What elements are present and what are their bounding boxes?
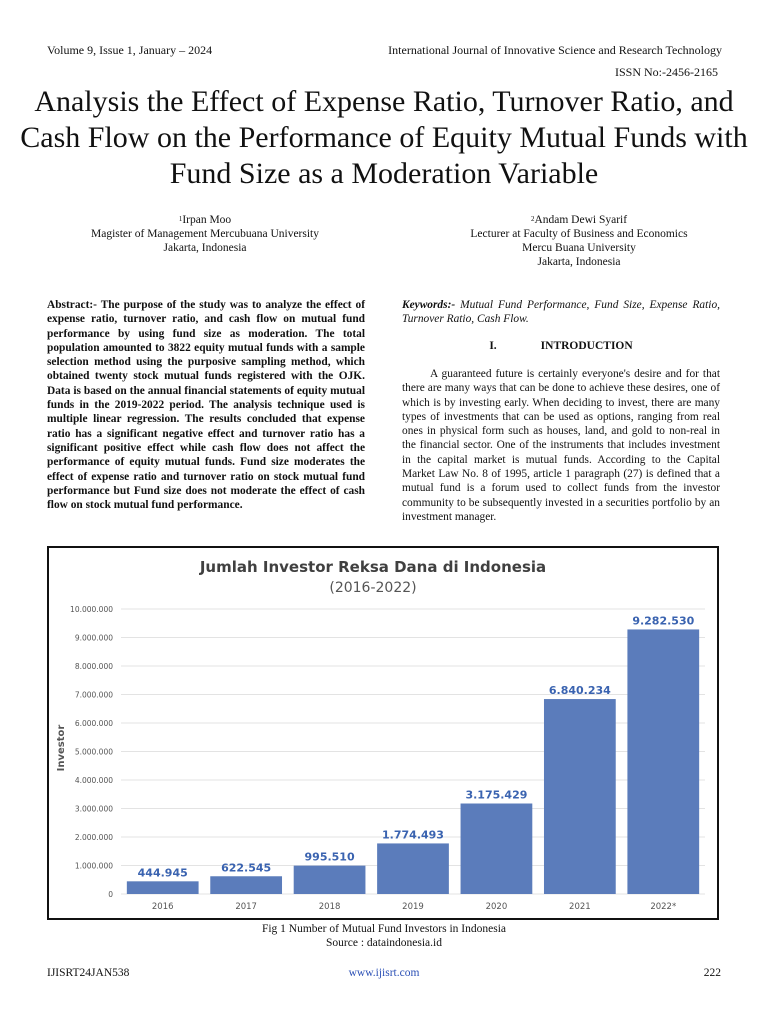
figure-chart <box>47 546 719 920</box>
introduction-heading <box>402 340 720 352</box>
author-2 <box>414 213 744 269</box>
author-2-sup: 2 <box>530 215 535 223</box>
chart-y-ticks <box>70 605 113 899</box>
figure-caption: Fig 1 Number of Mutual Fund Investors in Indonesia <box>261 923 507 935</box>
introduction-paragraph: A guaranteed future is certainly everyone's desire and for that there are many ways that can be done to achieve these desires, one of which is by investing early. When deciding to invest, there are many types of investments that can be used as options, ranging from real ones in physical form such as houses, land, and gold to non-real in the financial sector. One of the instruments that includes investment in the capital market is mutual funds. According to the Capital Market Law No. 8 of 1995, article 1 paragraph (27) is defined that a mutual fund is a forum used to collect funds from the investor community to be subsequently invested in a securities portfolio by an investment manager. <box>402 368 720 523</box>
data-label: 3.175.429 <box>465 788 528 802</box>
y-tick-label: 6.000.000 <box>74 719 113 728</box>
y-tick-label: 2.000.000 <box>74 833 113 842</box>
footer-website-link[interactable]: www.ijisrt.com <box>348 967 420 979</box>
section-title: INTRODUCTION <box>540 340 633 352</box>
x-tick-label: 2020 <box>485 902 508 912</box>
bar-2016 <box>127 881 199 894</box>
y-tick-label: 10.000.000 <box>70 605 113 614</box>
chart-title: Jumlah Investor Reksa Dana di Indonesia <box>199 558 547 576</box>
author-2-university: Mercu Buana University <box>522 242 636 254</box>
data-label: 6.840.234 <box>548 684 611 698</box>
author-1 <box>55 213 355 255</box>
chart-ylabel: Investor <box>56 724 67 772</box>
author-1-sup: 1 <box>178 215 183 223</box>
y-tick-label: 5.000.000 <box>74 747 113 757</box>
bar-2017 <box>210 876 282 894</box>
author-1-affiliation: Magister of Management Mercubuana University <box>90 228 319 240</box>
data-label: 444.945 <box>137 866 188 880</box>
y-tick-label: 8.000.000 <box>74 662 113 671</box>
footer-website[interactable] <box>0 967 768 979</box>
x-tick-label: 2017 <box>235 902 257 912</box>
paper-title: Analysis the Effect of Expense Ratio, Turnover Ratio, and Cash Flow on the Performance of Equity Mutual Funds with Fund Size as a Moderation Variable <box>20 85 748 190</box>
bar-2022* <box>627 629 699 894</box>
figure-source: Source : dataindonesia.id <box>326 937 442 949</box>
bar-2021 <box>544 699 616 894</box>
abstract-text: The purpose of the study was to analyze the effect of expense ratio, turnover ratio, and cash flow on mutual fund performance by using fund size as moderation. The total population amounted to 3822 equity mutual funds with a sample selection method using the purposive sampling method, which obtained twenty stock mutual funds registered with the OJK. Data is based on the annual financial statements of equity mutual funds in the 2019-2022 period. The analysis technique used is multiple linear regression. The results concluded that expense ratio has a significant negative effect and turnover ratio has a significant positive effect while cash flow does not affect the performance of equity mutual funds. Fund size moderates the effect of expense ratio and turnover ratio on stock mutual fund performance but Fund size does not moderate the effect of cash flow on stock mutual fund performance. <box>47 299 365 512</box>
footer-paper-id: IJISRT24JAN538 <box>47 967 130 979</box>
x-tick-label: 2019 <box>402 902 424 912</box>
author-1-name: Irpan Moo <box>182 214 232 226</box>
author-2-name: Andam Dewi Syarif <box>534 214 628 226</box>
x-tick-label: 2021 <box>569 902 591 912</box>
data-label: 1.774.493 <box>382 828 444 842</box>
figure-caption-block <box>0 922 768 950</box>
footer-page-number: 222 <box>703 967 721 979</box>
abstract-label: Abstract:- <box>47 299 97 311</box>
bar-2019 <box>377 843 449 894</box>
author-2-location: Jakarta, Indonesia <box>537 256 621 268</box>
header-journal: International Journal of Innovative Science and Research Technology <box>388 43 722 57</box>
abstract <box>47 298 365 512</box>
x-tick-label: 2016 <box>151 902 174 912</box>
chart-subtitle: (2016-2022) <box>329 580 417 596</box>
x-tick-label: 2022* <box>650 902 677 912</box>
author-2-affiliation: Lecturer at Faculty of Business and Economics <box>470 228 688 240</box>
keywords <box>402 298 720 327</box>
data-label: 9.282.530 <box>632 614 695 628</box>
chart-bars <box>127 614 699 894</box>
x-tick-label: 2018 <box>318 902 341 912</box>
chart-x-ticks <box>152 902 676 912</box>
keywords-text: Mutual Fund Performance, Fund Size, Expense Ratio, Turnover Ratio, Cash Flow. <box>402 299 720 326</box>
header-issn: ISSN No:-2456-2165 <box>614 65 718 79</box>
bar-chart <box>49 548 717 918</box>
y-tick-label: 1.000.000 <box>74 861 113 871</box>
y-tick-label: 7.000.000 <box>74 690 113 700</box>
y-tick-label: 9.000.000 <box>74 633 113 643</box>
keywords-label: Keywords:- <box>402 299 456 311</box>
section-number: I. <box>489 340 497 352</box>
author-1-location: Jakarta, Indonesia <box>163 242 247 254</box>
data-label: 622.545 <box>221 861 272 875</box>
bar-2020 <box>461 804 533 894</box>
data-label: 995.510 <box>304 850 355 864</box>
bar-2018 <box>294 866 366 894</box>
y-tick-label: 4.000.000 <box>74 776 113 785</box>
y-tick-label: 0 <box>108 890 113 899</box>
header-volume: Volume 9, Issue 1, January – 2024 <box>47 43 213 57</box>
y-tick-label: 3.000.000 <box>74 804 113 814</box>
